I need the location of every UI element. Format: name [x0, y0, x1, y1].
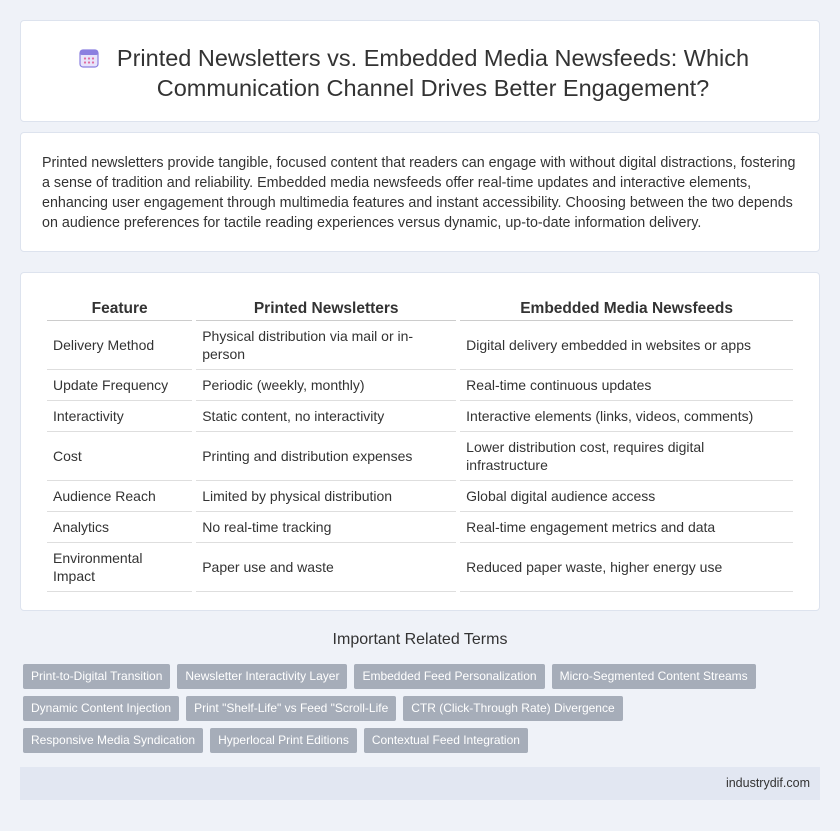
- table-cell: Cost: [47, 432, 192, 481]
- table-row: [47, 432, 793, 481]
- related-term-tag[interactable]: Embedded Feed Personalization: [354, 664, 544, 689]
- page-title: Printed Newsletters vs. Embedded Media Newsfeeds: Which Communication Channel Drives Better Engagement?: [116, 45, 750, 101]
- related-term-tag[interactable]: Print "Shelf-Life" vs Feed "Scroll-Life: [186, 696, 396, 721]
- table-cell: Real-time engagement metrics and data: [460, 512, 793, 543]
- table-cell: Update Frequency: [47, 370, 192, 401]
- table-cell: Analytics: [47, 512, 192, 543]
- footer: [20, 767, 820, 800]
- table-cell: Periodic (weekly, monthly): [196, 370, 456, 401]
- table-cell: Audience Reach: [47, 481, 192, 512]
- table-cell: Reduced paper waste, higher energy use: [460, 543, 793, 592]
- title-card: [20, 20, 820, 122]
- table-cell: Interactive elements (links, videos, comments): [460, 401, 793, 432]
- related-term-tag[interactable]: Print-to-Digital Transition: [23, 664, 170, 689]
- table-row: [47, 512, 793, 543]
- related-term-tag[interactable]: CTR (Click-Through Rate) Divergence: [403, 696, 622, 721]
- related-term-tag[interactable]: Micro-Segmented Content Streams: [552, 664, 756, 689]
- table-cell: Limited by physical distribution: [196, 481, 456, 512]
- table-header-row: [47, 295, 793, 321]
- related-term-tag[interactable]: Dynamic Content Injection: [23, 696, 179, 721]
- related-terms-list: [23, 664, 803, 753]
- table-row: [47, 321, 793, 370]
- related-term-tag[interactable]: Responsive Media Syndication: [23, 728, 203, 753]
- intro-paragraph: Printed newsletters provide tangible, focused content that readers can engage with without digital distractions, fostering a sense of tradition and reliability. Embedded media newsfeeds offer real-time updates and interactive elements, enhancing user engagement through multimedia features and instant accessibility. Choosing between the two depends on audience preferences for tactile reading experiences versus dynamic, up-to-date information delivery.: [42, 155, 796, 231]
- table-row: [47, 370, 793, 401]
- table-cell: Environmental Impact: [47, 543, 192, 592]
- header-embedded-media-newsfeeds: Embedded Media Newsfeeds: [460, 295, 793, 321]
- header-feature: Feature: [47, 295, 192, 321]
- table-cell: Paper use and waste: [196, 543, 456, 592]
- comparison-table: [43, 295, 797, 592]
- table-cell: Static content, no interactivity: [196, 401, 456, 432]
- footer-site-link[interactable]: industrydif.com: [725, 776, 810, 790]
- table-cell: Digital delivery embedded in websites or apps: [460, 321, 793, 370]
- table-row: [47, 401, 793, 432]
- table-cell: Lower distribution cost, requires digital infrastructure: [460, 432, 793, 481]
- related-term-tag[interactable]: Contextual Feed Integration: [364, 728, 528, 753]
- related-term-tag[interactable]: Hyperlocal Print Editions: [210, 728, 357, 753]
- comparison-card: [20, 272, 820, 611]
- header-printed-newsletters: Printed Newsletters: [196, 295, 456, 321]
- intro-card: [20, 132, 820, 252]
- related-terms-title: Important Related Terms: [332, 631, 508, 648]
- table-cell: Real-time continuous updates: [460, 370, 793, 401]
- table-cell: Interactivity: [47, 401, 192, 432]
- table-cell: Global digital audience access: [460, 481, 793, 512]
- table-row: [47, 543, 793, 592]
- related-term-tag[interactable]: Newsletter Interactivity Layer: [177, 664, 347, 689]
- table-cell: Printing and distribution expenses: [196, 432, 456, 481]
- table-cell: No real-time tracking: [196, 512, 456, 543]
- table-cell: Delivery Method: [47, 321, 192, 370]
- table-row: [47, 481, 793, 512]
- table-cell: Physical distribution via mail or in-person: [196, 321, 456, 370]
